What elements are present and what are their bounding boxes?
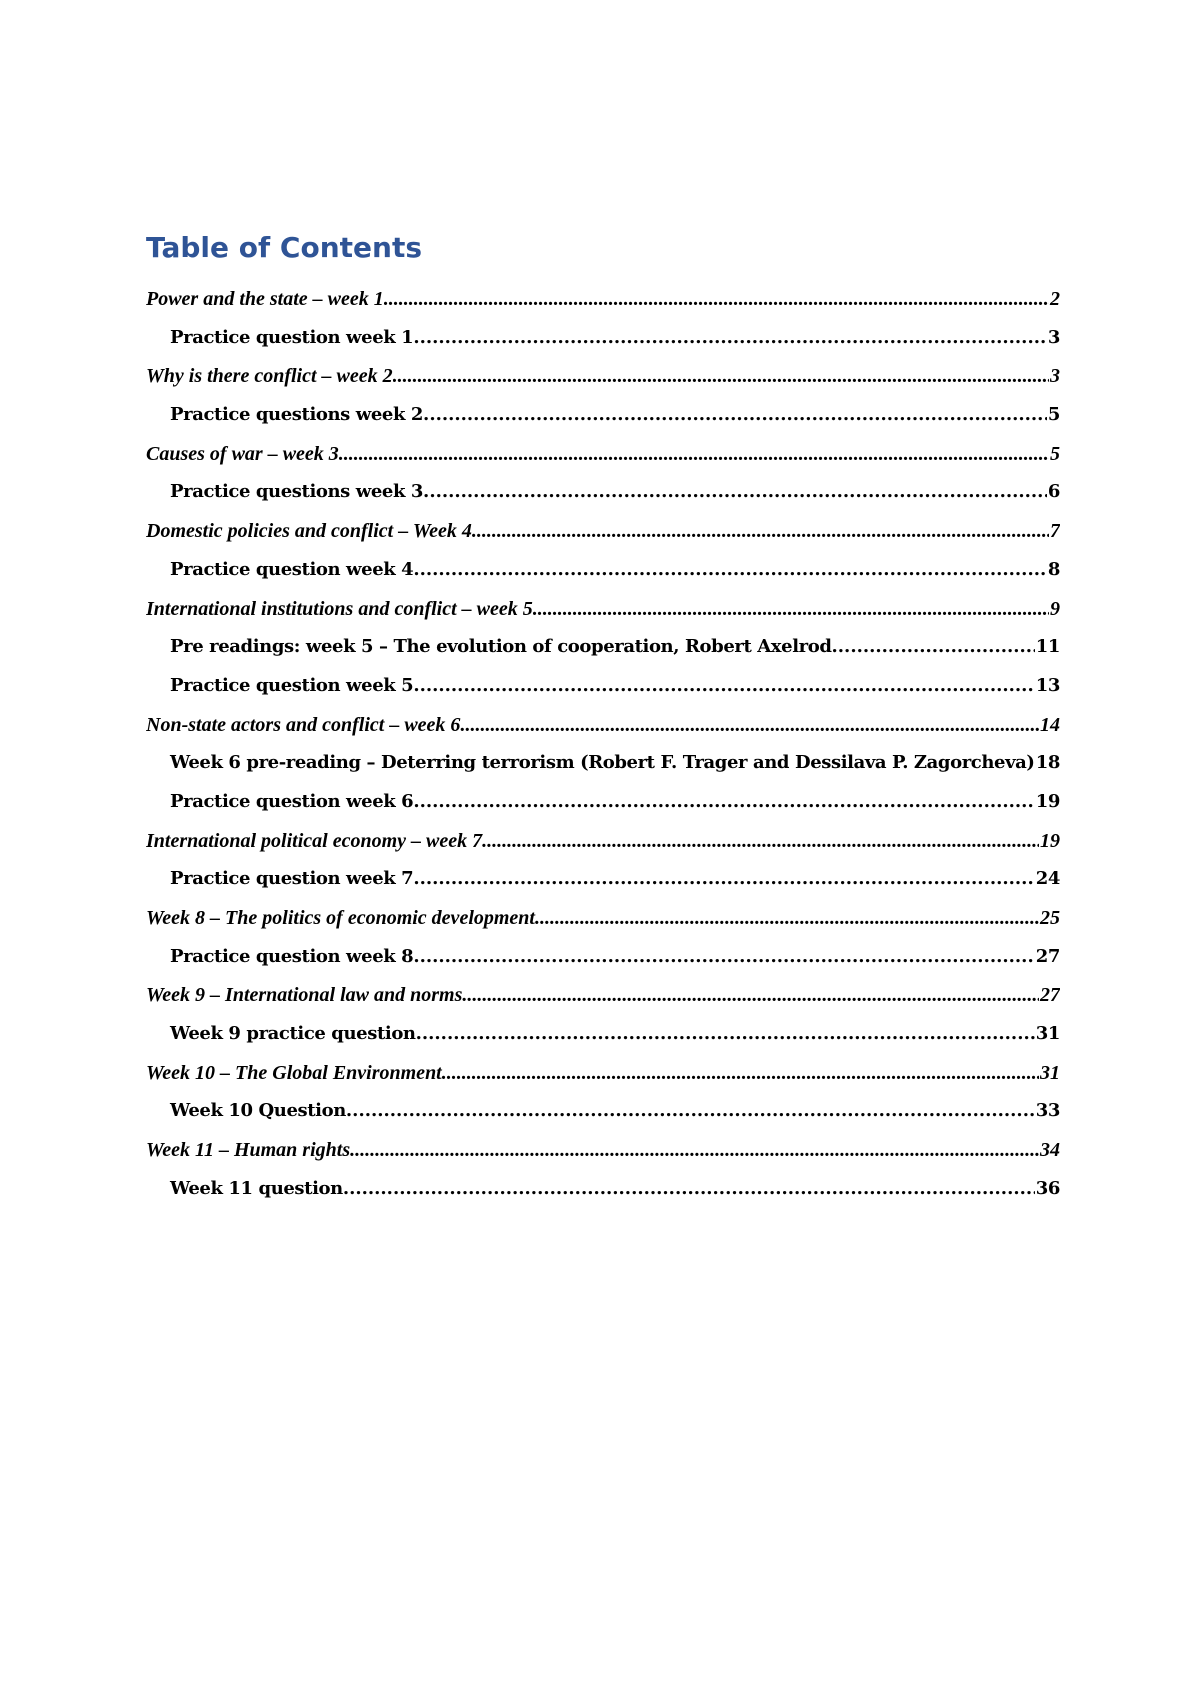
dot-leader	[482, 822, 1039, 861]
toc-entry-label: Week 10 – The Global Environment	[146, 1061, 442, 1084]
dot-leader	[535, 899, 1039, 938]
toc-entry-section[interactable]	[146, 628, 1060, 667]
toc-entry-label: Power and the state – week 1	[146, 288, 384, 310]
toc-entry-label: Practice question week 4	[170, 558, 414, 580]
dot-leader	[346, 1092, 1035, 1131]
dot-leader	[384, 280, 1049, 319]
toc-entry-page-number: 27	[1035, 945, 1060, 967]
toc-entry-page-number: 3	[1047, 326, 1060, 348]
toc-entry-page-number: 19	[1035, 790, 1060, 812]
toc-entry-label: Practice question week 5	[170, 674, 414, 696]
toc-title: Table of Contents	[146, 231, 423, 264]
dot-leader	[423, 473, 1047, 512]
toc-entry-section[interactable]	[146, 319, 1060, 358]
dot-leader	[832, 628, 1035, 667]
toc-entry-chapter[interactable]	[146, 590, 1060, 629]
dot-leader	[416, 1015, 1035, 1054]
toc-entry-label: Domestic policies and conflict – Week 4	[146, 520, 472, 543]
toc-entry-page-number: 6	[1047, 481, 1060, 503]
dot-leader	[393, 357, 1049, 396]
toc-entry-page-number: 18	[1035, 752, 1060, 774]
toc-entry-page-number: 34	[1040, 1139, 1060, 1162]
toc-entry-page-number: 5	[1050, 442, 1060, 465]
dot-leader	[472, 512, 1049, 551]
dot-leader	[442, 1054, 1039, 1093]
toc-entry-chapter[interactable]	[146, 435, 1060, 474]
toc-entry-page-number: 8	[1047, 558, 1060, 580]
toc-entry-page-number: 25	[1040, 907, 1060, 929]
toc-entry-section[interactable]	[146, 551, 1060, 590]
dot-leader	[423, 396, 1047, 435]
toc-entry-page-number: 9	[1050, 597, 1060, 620]
toc-entry-page-number: 33	[1035, 1100, 1060, 1122]
toc-entry-label: Practice questions week 2	[170, 404, 424, 426]
toc-entry-page-number: 14	[1040, 713, 1060, 736]
toc-entry-label: Week 11 question	[170, 1177, 343, 1199]
dot-leader	[413, 938, 1034, 977]
toc-entry-label: Week 11 – Human rights.	[146, 1139, 356, 1162]
toc-entry-chapter[interactable]	[146, 280, 1060, 319]
toc-entry-label: Non-state actors and conflict – week 6	[146, 713, 461, 736]
dot-leader	[413, 319, 1047, 358]
toc-entry-chapter[interactable]	[146, 512, 1060, 551]
toc-entry-page-number: 24	[1035, 868, 1060, 890]
dot-leader	[413, 551, 1047, 590]
toc-entry-label: Causes of war – week 3	[146, 442, 339, 465]
dot-leader	[343, 1170, 1035, 1209]
dot-leader	[413, 783, 1034, 822]
toc-entry-chapter[interactable]	[146, 899, 1060, 938]
toc-entry-page-number: 3	[1050, 365, 1060, 388]
toc-entry-section[interactable]	[146, 1170, 1060, 1209]
dot-leader	[355, 1131, 1039, 1170]
toc-entry-label: Week 6 pre-reading – Deterring terrorism (Robert F. Trager and Dessilava P. Zagorcheva)	[170, 752, 1035, 774]
dot-leader	[462, 976, 1039, 1015]
dot-leader	[460, 706, 1039, 745]
toc-entry-label: Week 8 – The politics of economic development	[146, 907, 535, 929]
toc-entry-label: International institutions and conflict – week 5	[146, 597, 533, 620]
toc-entry-page-number: 5	[1047, 404, 1060, 426]
toc-entry-label: Practice question week 8	[170, 945, 414, 967]
dot-leader	[413, 667, 1034, 706]
toc-entry-section[interactable]	[146, 667, 1060, 706]
toc-entry-section[interactable]	[146, 744, 1060, 783]
toc-entry-page-number: 31	[1040, 1061, 1060, 1084]
toc-entry-page-number: 11	[1035, 636, 1060, 658]
toc-list	[146, 280, 1060, 1209]
dot-leader	[413, 860, 1034, 899]
toc-entry-section[interactable]	[146, 396, 1060, 435]
toc-entry-label: Pre readings: week 5 – The evolution of cooperation, Robert Axelrod	[170, 636, 832, 658]
toc-entry-section[interactable]	[146, 860, 1060, 899]
toc-entry-chapter[interactable]	[146, 357, 1060, 396]
toc-entry-label: International political economy – week 7	[146, 829, 483, 852]
toc-entry-label: Practice question week 7	[170, 868, 414, 890]
toc-entry-label: Week 9 – International law and norms	[146, 984, 463, 1007]
toc-entry-page-number: 31	[1035, 1023, 1060, 1045]
toc-entry-chapter[interactable]	[146, 1054, 1060, 1093]
toc-entry-section[interactable]	[146, 1092, 1060, 1131]
toc-entry-page-number: 7	[1050, 520, 1060, 543]
toc-entry-page-number: 36	[1035, 1177, 1060, 1199]
toc-entry-chapter[interactable]	[146, 706, 1060, 745]
toc-entry-label: Week 9 practice question	[170, 1023, 416, 1045]
toc-entry-section[interactable]	[146, 1015, 1060, 1054]
toc-entry-page-number: 2	[1050, 288, 1060, 310]
toc-entry-section[interactable]	[146, 783, 1060, 822]
dot-leader	[533, 590, 1049, 629]
toc-entry-chapter[interactable]	[146, 1131, 1060, 1170]
toc-entry-label: Practice question week 6	[170, 790, 414, 812]
toc-entry-chapter[interactable]	[146, 976, 1060, 1015]
toc-entry-section[interactable]	[146, 938, 1060, 977]
toc-entry-chapter[interactable]	[146, 822, 1060, 861]
dot-leader	[339, 435, 1049, 474]
toc-entry-page-number: 13	[1035, 674, 1060, 696]
toc-entry-label: Practice questions week 3	[170, 481, 424, 503]
toc-entry-label: Why is there conflict – week 2	[146, 365, 393, 388]
toc-entry-page-number: 27	[1040, 984, 1060, 1007]
toc-entry-page-number: 19	[1040, 829, 1060, 852]
toc-entry-section[interactable]	[146, 473, 1060, 512]
toc-entry-label: Practice question week 1	[170, 326, 414, 348]
toc-entry-label: Week 10 Question	[170, 1100, 346, 1122]
